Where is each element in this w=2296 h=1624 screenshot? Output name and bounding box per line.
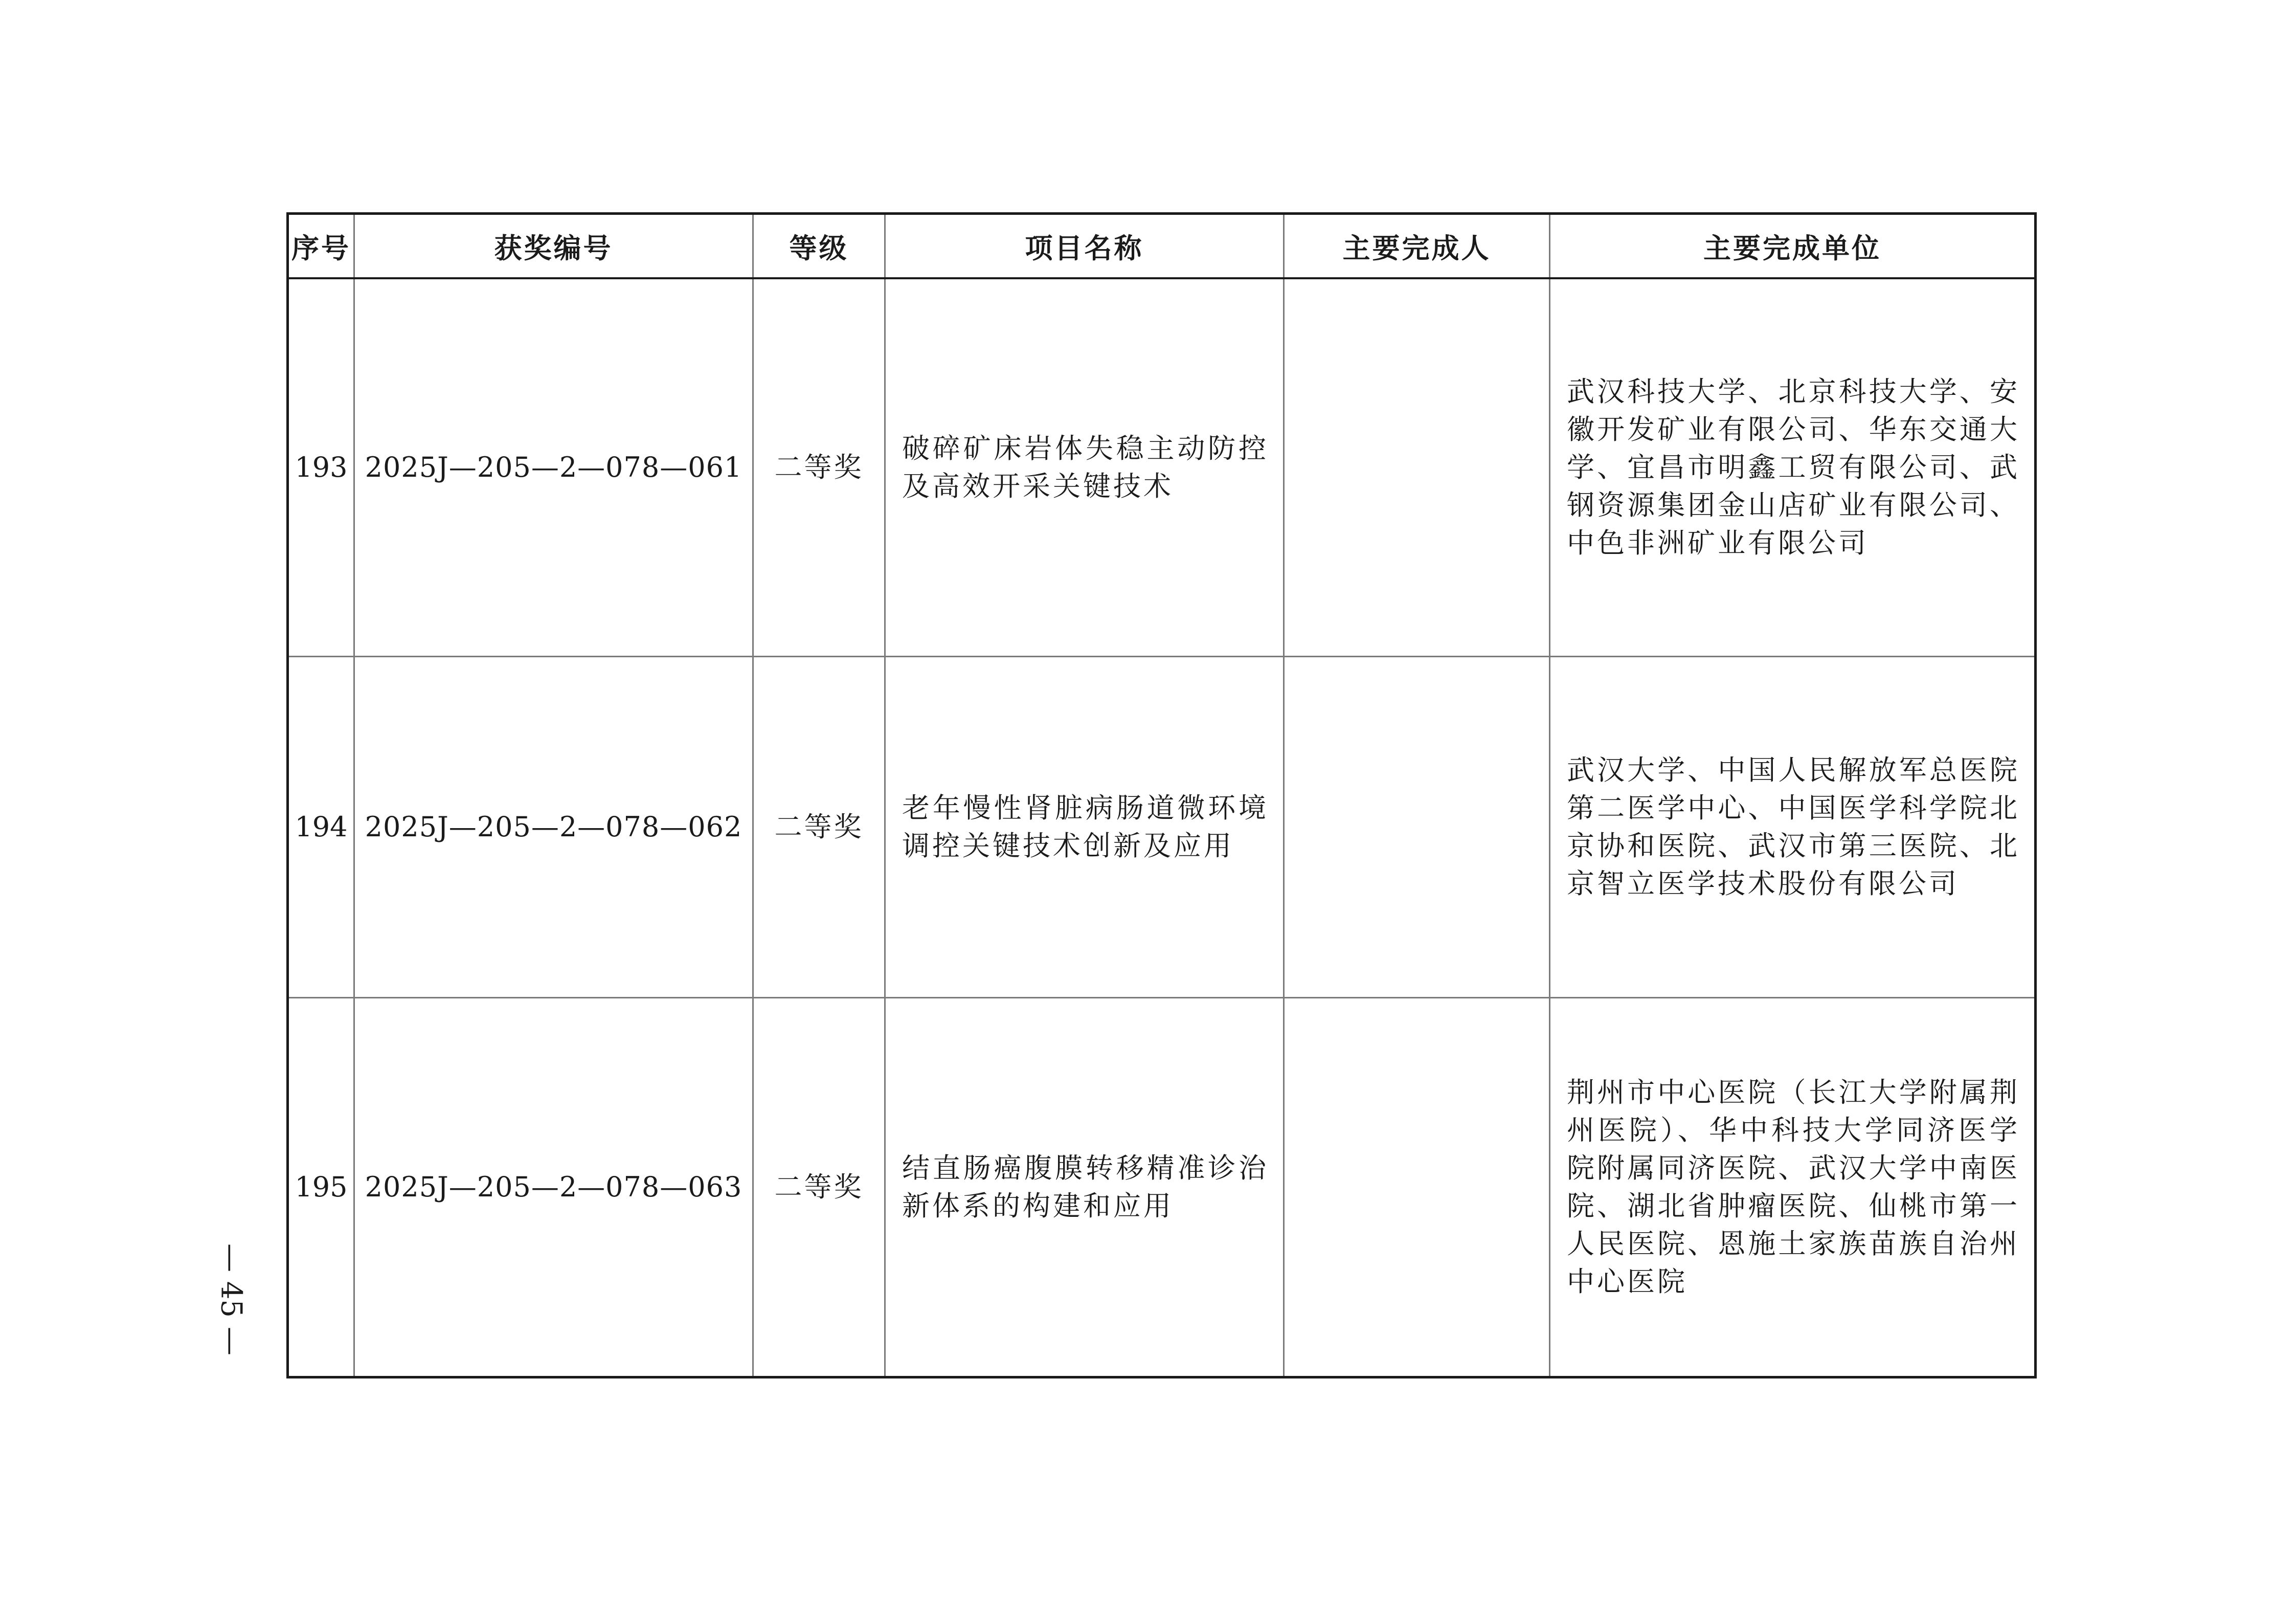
cell-project-name [885, 278, 1284, 657]
project-name-text: 老年慢性肾脏病肠道微环境调控关键技术创新及应用 [902, 792, 1269, 862]
cell-main-units [1550, 657, 2036, 998]
cell-project-name [885, 998, 1284, 1377]
main-units-text: 武汉科技大学、北京科技大学、安徽开发矿业有限公司、华东交通大学、宜昌市明鑫工贸有限公司、武钢资源集团金山店矿业有限公司、中色非洲矿业有限公司 [1567, 375, 2020, 559]
cell-level: 二等奖 [753, 657, 885, 998]
cell-seq: 195 [288, 998, 354, 1377]
award-table [286, 212, 2037, 1378]
cell-project-name [885, 657, 1284, 998]
cell-award-code: 2025J—205—2—078—061 [354, 278, 753, 657]
cell-seq: 193 [288, 278, 354, 657]
header-project-name: 项目名称 [885, 214, 1284, 279]
cell-award-code: 2025J—205—2—078—062 [354, 657, 753, 998]
cell-main-persons [1284, 998, 1550, 1377]
header-seq: 序号 [288, 214, 354, 279]
header-main-persons: 主要完成人 [1284, 214, 1550, 279]
cell-main-units [1550, 278, 2036, 657]
cell-main-persons [1284, 657, 1550, 998]
cell-level: 二等奖 [753, 278, 885, 657]
cell-award-code: 2025J—205—2—078—063 [354, 998, 753, 1377]
header-main-units: 主要完成单位 [1550, 214, 2036, 279]
cell-main-units [1550, 998, 2036, 1377]
header-award-code: 获奖编号 [354, 214, 753, 279]
cell-seq: 194 [288, 657, 354, 998]
header-level: 等级 [753, 214, 885, 279]
table-header-row [288, 214, 2036, 279]
cell-level: 二等奖 [753, 998, 885, 1377]
page-number: — 45 — [214, 1243, 248, 1355]
main-units-text: 荆州市中心医院（长江大学附属荆州医院）、华中科技大学同济医学院附属同济医院、武汉大学中南医院、湖北省肿瘤医院、仙桃市第一人民医院、恩施土家族苗族自治州中心医院 [1567, 1076, 2020, 1298]
table-row [288, 998, 2036, 1377]
table-row [288, 657, 2036, 998]
project-name-text: 破碎矿床岩体失稳主动防控及高效开采关键技术 [902, 432, 1269, 502]
main-units-text: 武汉大学、中国人民解放军总医院第二医学中心、中国医学科学院北京协和医院、武汉市第三医院、北京智立医学技术股份有限公司 [1567, 754, 2020, 900]
project-name-text: 结直肠癌腹膜转移精准诊治新体系的构建和应用 [902, 1152, 1269, 1222]
cell-main-persons [1284, 278, 1550, 657]
table-row [288, 278, 2036, 657]
